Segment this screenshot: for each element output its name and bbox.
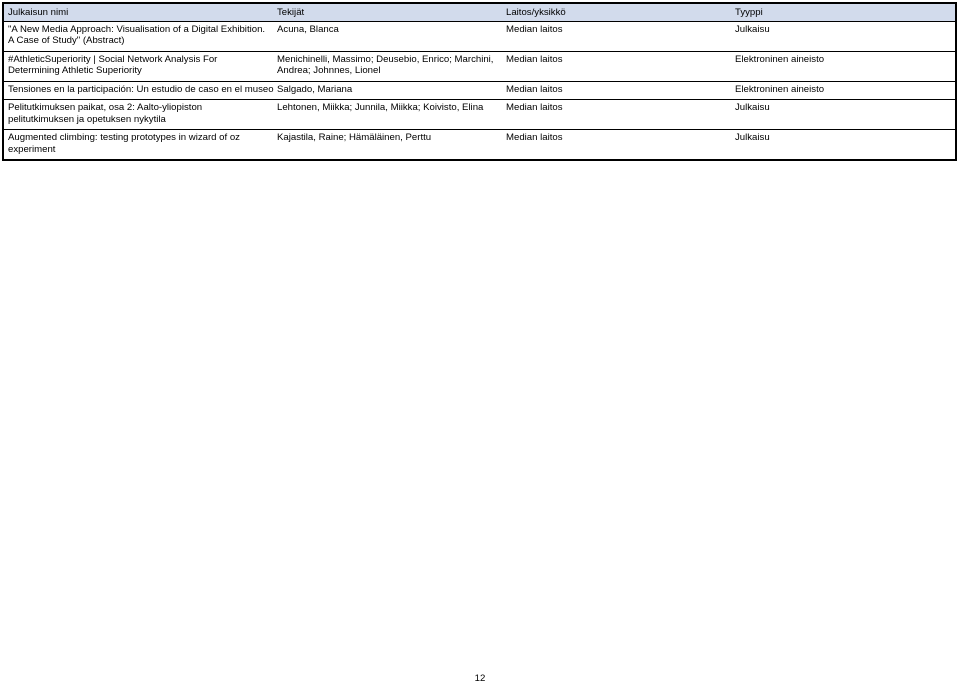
header-department: Laitos/yksikkö bbox=[502, 4, 731, 21]
table-row bbox=[4, 130, 955, 160]
cell-authors: Kajastila, Raine; Hämäläinen, Perttu bbox=[273, 130, 502, 160]
cell-title: Tensiones en la participación: Un estudio de caso en el museo bbox=[4, 81, 273, 100]
header-type: Tyyppi bbox=[731, 4, 955, 21]
publication-table bbox=[4, 4, 955, 159]
page-number: 12 bbox=[474, 673, 486, 684]
cell-type: Elektroninen aineisto bbox=[731, 81, 955, 100]
cell-unit: Median laitos bbox=[502, 100, 731, 130]
cell-unit: Median laitos bbox=[502, 81, 731, 100]
table-row bbox=[4, 81, 955, 100]
cell-type: Elektroninen aineisto bbox=[731, 51, 955, 81]
table-row bbox=[4, 100, 955, 130]
cell-unit: Median laitos bbox=[502, 51, 731, 81]
header-authors: Tekijät bbox=[273, 4, 502, 21]
cell-authors: Salgado, Mariana bbox=[273, 81, 502, 100]
table-row bbox=[4, 51, 955, 81]
header-publication-name: Julkaisun nimi bbox=[4, 4, 273, 21]
cell-type: Julkaisu bbox=[735, 23, 770, 35]
cell-authors: Lehtonen, Miikka; Junnila, Miikka; Koivisto, Elina bbox=[273, 100, 502, 130]
cell-unit: Median laitos bbox=[502, 130, 731, 160]
cell-authors: Acuna, Blanca bbox=[277, 23, 339, 35]
cell-title: "A New Media Approach: Visualisation of a Digital Exhibition. A Case of Study" (Abstract) bbox=[8, 23, 266, 46]
cell-authors: Menichinelli, Massimo; Deusebio, Enrico; Marchini, Andrea; Johnnes, Lionel bbox=[273, 51, 502, 81]
cell-type: Julkaisu bbox=[731, 100, 955, 130]
cell-type: Julkaisu bbox=[731, 130, 955, 160]
cell-unit: Median laitos bbox=[506, 23, 563, 35]
cell-title: Pelitutkimuksen paikat, osa 2: Aalto-yliopiston pelitutkimuksen ja opetuksen nykytila bbox=[4, 100, 273, 130]
cell-title: Augmented climbing: testing prototypes in wizard of oz experiment bbox=[4, 130, 273, 160]
table-header-row bbox=[4, 4, 955, 21]
publication-table-container bbox=[2, 2, 957, 161]
table-row bbox=[4, 21, 955, 51]
cell-title: #AthleticSuperiority | Social Network Analysis For Determining Athletic Superiority bbox=[4, 51, 273, 81]
